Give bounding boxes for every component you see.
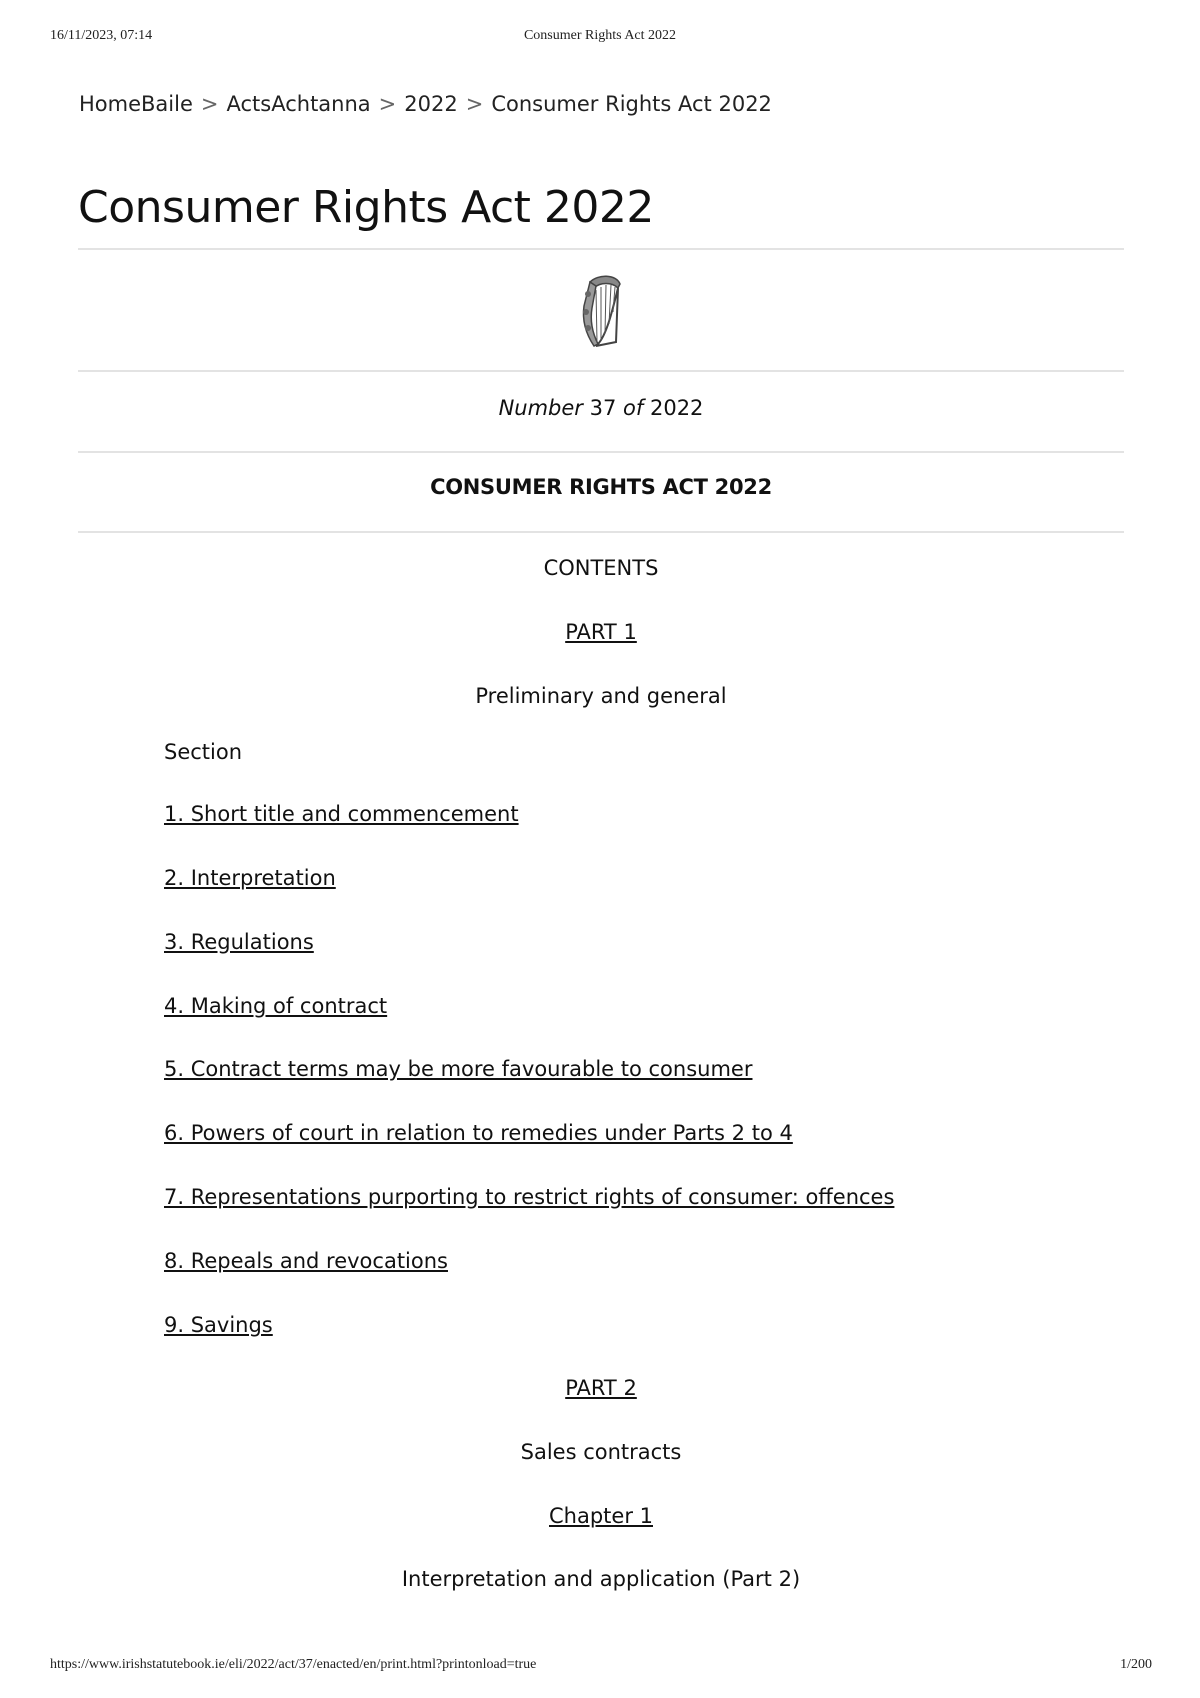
breadcrumb-current: Consumer Rights Act 2022 <box>491 92 772 116</box>
emblem-divider <box>78 370 1124 372</box>
part-2-heading <box>78 1376 1124 1400</box>
breadcrumb-separator: > <box>378 92 397 116</box>
section-link-5[interactable]: 5. Contract terms may be more favourable to consumer <box>164 1057 753 1081</box>
part-1-title: Preliminary and general <box>475 684 727 708</box>
breadcrumb-separator: > <box>200 92 219 116</box>
section-link-1[interactable]: 1. Short title and commencement <box>164 802 519 826</box>
page-title: Consumer Rights Act 2022 <box>78 182 654 233</box>
chapter-1-link[interactable]: Chapter 1 <box>549 1504 653 1528</box>
number-divider <box>78 451 1124 453</box>
chapter-1-title: Interpretation and application (Part 2) <box>401 1567 801 1591</box>
part-2-title: Sales contracts <box>520 1440 682 1464</box>
title-divider <box>78 248 1124 250</box>
act-year: 2022 <box>649 396 704 420</box>
page-number: 1/200 <box>1120 1657 1152 1672</box>
print-url: https://www.irishstatutebook.ie/eli/2022/act/37/enacted/en/print.html?printonload=true <box>50 1657 537 1672</box>
print-datetime: 16/11/2023, 07:14 <box>50 28 153 43</box>
print-footer <box>0 1657 1200 1677</box>
number-word: Number <box>498 396 583 420</box>
part-1-heading <box>78 620 1124 644</box>
section-link-2[interactable]: 2. Interpretation <box>164 866 336 890</box>
section-link-7[interactable]: 7. Representations purporting to restrict rights of consumer: offences <box>164 1185 895 1209</box>
act-number: 37 <box>589 396 617 420</box>
breadcrumb-home-link[interactable]: HomeBaile <box>79 92 193 116</box>
contents-label: CONTENTS <box>543 556 659 580</box>
section-link-6[interactable]: 6. Powers of court in relation to remedies under Parts 2 to 4 <box>164 1121 793 1145</box>
part-2-link[interactable]: PART 2 <box>565 1376 637 1400</box>
heading-divider <box>78 531 1124 533</box>
section-link-4[interactable]: 4. Making of contract <box>164 994 388 1018</box>
breadcrumb-year-link[interactable]: 2022 <box>404 92 458 116</box>
section-label: Section <box>164 740 243 764</box>
breadcrumb <box>79 92 772 116</box>
chapter-1-heading <box>78 1504 1124 1528</box>
section-link-8[interactable]: 8. Repeals and revocations <box>164 1249 448 1273</box>
harp-icon <box>576 272 626 352</box>
breadcrumb-separator: > <box>465 92 484 116</box>
print-header <box>0 28 1200 48</box>
of-word: of <box>623 396 644 420</box>
section-link-9[interactable]: 9. Savings <box>164 1313 273 1337</box>
print-title: Consumer Rights Act 2022 <box>523 28 677 43</box>
act-number-line <box>78 396 1124 420</box>
act-heading: CONSUMER RIGHTS ACT 2022 <box>430 475 772 499</box>
part-1-link[interactable]: PART 1 <box>565 620 637 644</box>
breadcrumb-acts-link[interactable]: ActsAchtanna <box>226 92 371 116</box>
section-link-3[interactable]: 3. Regulations <box>164 930 314 954</box>
